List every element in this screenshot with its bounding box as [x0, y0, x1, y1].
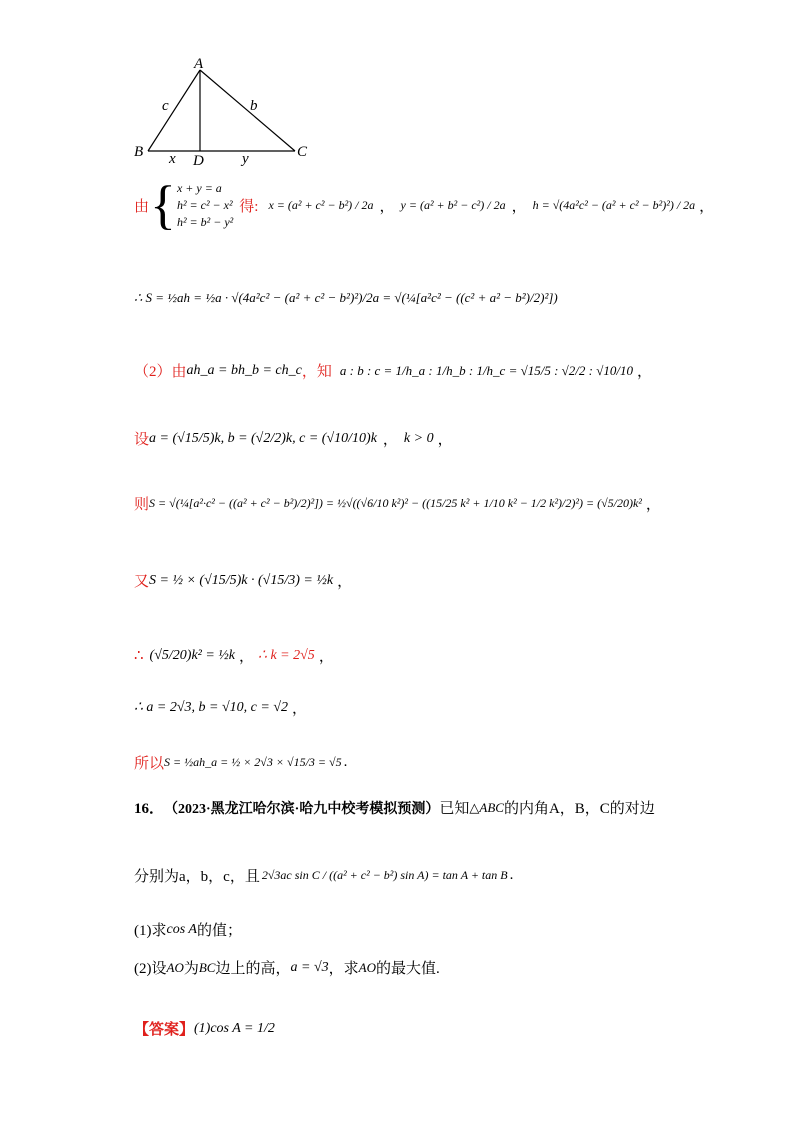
label-y: y: [242, 151, 249, 167]
side-ac: [200, 70, 295, 151]
triangle-figure: [130, 55, 320, 170]
text-you-2: 又: [134, 574, 150, 590]
comma-3: ，: [699, 198, 715, 215]
equation-system: [177, 180, 233, 231]
text-zhi: ，知: [301, 364, 332, 380]
part2-wei: 为: [183, 961, 199, 977]
part2-mid: 边上的高，: [215, 961, 291, 977]
part2-post: 的最大值.: [376, 961, 440, 977]
comma-9: ，: [239, 649, 255, 665]
formula-abc-k: a = (√15/5)k, b = (√2/2)k, c = (√10/10)k: [149, 430, 377, 446]
line-solve-k: [134, 645, 334, 666]
comma-4: ，: [637, 364, 653, 380]
label-b-vertex: B: [134, 144, 144, 160]
part2-ao: AO: [166, 959, 184, 975]
line-area-formula: [134, 290, 558, 306]
line-set-k: [134, 428, 453, 449]
question-source: （2023·黑龙江哈尔滨·哈九中校考模拟预测）: [164, 801, 440, 817]
line-part2: [134, 360, 652, 381]
text-ze: 则: [134, 497, 150, 513]
part1-prefix: (1)求: [134, 923, 167, 939]
part2-bc: BC: [198, 959, 216, 975]
answer-tag: 【答案】: [134, 1022, 195, 1038]
line-conclusion: [134, 752, 347, 773]
comma-11: ，: [292, 701, 308, 717]
triangle-abc: △ABC: [469, 799, 504, 815]
question-text-1: 已知: [439, 801, 470, 817]
question-16-part1: [134, 919, 242, 940]
label-d: D: [193, 153, 204, 169]
text-you: 由: [134, 198, 150, 215]
part1-post: 的值；: [196, 923, 242, 939]
comma-10: ，: [318, 649, 334, 665]
formula-final-area: S = ½ah_a = ½ × 2√3 × √15/3 = √5: [164, 755, 342, 769]
part2-ao-2: AO: [358, 959, 376, 975]
question-16-header: [134, 797, 655, 818]
comma-5: ，: [382, 432, 398, 448]
period-1: .: [343, 754, 348, 770]
label-c-vertex: C: [297, 144, 308, 160]
text-suoyi: 所以: [134, 756, 165, 772]
answer-text: (1)cos A = 1/2: [194, 1020, 275, 1036]
formula-k-value: ∴ k = 2√5: [258, 648, 315, 663]
line-ze: [134, 493, 661, 514]
formula-x: x = (a² + c² − b²) / 2a: [268, 197, 374, 212]
therefore-1: ∴: [134, 648, 144, 664]
brace-left: {: [150, 175, 176, 235]
line-sides: [134, 697, 307, 718]
side-ab: [148, 70, 200, 151]
text-she: 设: [134, 432, 150, 448]
text-part2-prefix: （2）由: [134, 364, 187, 380]
comma-7: ，: [645, 497, 661, 513]
comma-1: ，: [379, 198, 395, 215]
part1-cos: cos A: [166, 921, 197, 937]
formula-area-k: S = √(¼[a²·c² − ((a² + c² − b²)/2)²]) = ½√((√6/10 k²)² − ((15/25 k² + 1/10 k² − 1/2 k²)/2)²) = (√5/20)k²: [149, 496, 642, 510]
question-16-condition: [134, 865, 513, 886]
question-16-part2: [134, 957, 440, 978]
question-text-3: 分别为a，b，c，且: [134, 869, 260, 885]
formula-y: y = (a² + b² − c²) / 2a: [400, 197, 506, 212]
formula-side-values: ∴ a = 2√3, b = √10, c = √2: [134, 700, 289, 715]
question-text-2: 的内角A，B，C的对边: [503, 801, 655, 817]
comma-6: ，: [437, 432, 453, 448]
formula-h: h = √(4a²c² − (a² + c² − b²)²) / 2a: [532, 197, 696, 212]
formula-area-1: ∴ S = ½ah = ½a · √(4a²c² − (a² + c² − b²)²)/2a = √(¼[a²c² − ((c² + a² − b²)/2)²]): [134, 290, 558, 305]
part2-qiu: ，求: [328, 961, 359, 977]
question-number: 16．: [134, 801, 165, 817]
formula-k-positive: k > 0: [403, 430, 434, 446]
part2-prefix: (2)设: [134, 961, 167, 977]
formula-ratio: a : b : c = 1/h_a : 1/h_b : 1/h_c = √15/5 : √2/2 : √10/10: [339, 362, 633, 378]
formula-heights: ah_a = bh_b = ch_c: [186, 362, 302, 378]
formula-k-equation: (√5/20)k² = ½k: [149, 647, 236, 663]
answer-line: [134, 1018, 275, 1039]
formula-area-half-k: S = ½ × (√15/5)k · (√15/3) = ½k: [149, 572, 334, 588]
label-side-b: b: [250, 98, 258, 114]
label-a: A: [194, 56, 204, 72]
part2-a-value: a = √3: [290, 959, 329, 975]
line-system: [134, 175, 715, 235]
period-2: .: [509, 867, 514, 883]
comma-8: ，: [337, 574, 353, 590]
line-you: [134, 570, 352, 591]
formula-condition: 2√3ac sin C / ((a² + c² − b²) sin A) = tan A + tan B: [261, 868, 508, 882]
system-eq-3: h² = b² − y²: [176, 214, 234, 229]
text-de: 得:: [239, 198, 259, 215]
system-eq-2: h² = c² − x²: [176, 197, 233, 212]
label-side-c: c: [162, 98, 169, 114]
system-eq-1: x + y = a: [176, 180, 222, 195]
comma-2: ，: [511, 198, 527, 215]
label-x: x: [169, 151, 176, 167]
